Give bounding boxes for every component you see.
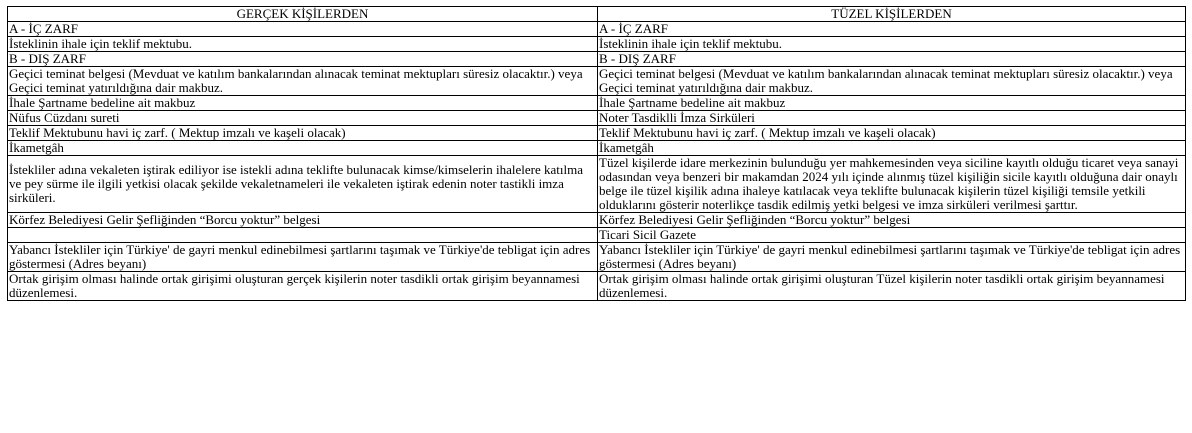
cell-natural: İhale Şartname bedeline ait makbuz [8,96,598,111]
cell-natural: Yabancı İstekliler için Türkiye' de gayri menkul edinebilmesi şartlarını taşımak ve Türkiye'de tebligat için adres göstermesi (Adres beyanı) [8,243,598,272]
cell-natural: İkametgâh [8,141,598,156]
table-row [8,37,1186,52]
cell-natural: A - İÇ ZARF [8,22,598,37]
cell-natural: Geçici teminat belgesi (Mevduat ve katılım bankalarından alınacak teminat mektupları süresiz olacaktır.) veya Geçici teminat yatırıldığına dair makbuz. [8,67,598,96]
cell-legal: Noter Tasdiklli İmza Sirküleri [598,111,1186,126]
cell-natural: Teklif Mektubunu havi iç zarf. ( Mektup imzalı ve kaşeli olacak) [8,126,598,141]
cell-natural: Ortak girişim olması halinde ortak girişimi oluşturan gerçek kişilerin noter tasdikli ortak girişim beyannamesi düzenlemesi. [8,272,598,301]
cell-legal: İsteklinin ihale için teklif mektubu. [598,37,1186,52]
cell-legal: Yabancı İstekliler için Türkiye' de gayri menkul edinebilmesi şartlarını taşımak ve Türkiye'de tebligat için adres göstermesi (Adres beyanı) [598,243,1186,272]
cell-legal: Teklif Mektubunu havi iç zarf. ( Mektup imzalı ve kaşeli olacak) [598,126,1186,141]
requirements-table [7,6,1186,301]
cell-natural: Körfez Belediyesi Gelir Şefliğinden “Borcu yoktur” belgesi [8,213,598,228]
cell-legal: A - İÇ ZARF [598,22,1186,37]
table-row [8,67,1186,96]
table-row [8,96,1186,111]
cell-legal: İhale Şartname bedeline ait makbuz [598,96,1186,111]
table-header-row [8,7,1186,22]
cell-legal: Tüzel kişilerde idare merkezinin bulunduğu yer mahkemesinden veya siciline kayıtlı olduğu ticaret veya sanayi odasından veya benzeri bir makamdan 2024 yılı içinde alınmış tüzel kişiliğin sicile kayıtlı olduğuna dair onaylı belge ile tüzel kişilik adına ihaleye katılacak veya teklifte bulunacak kişilerin tüzel kişiliği temsile yetkili olduklarını gösterir noterlikçe tasdik edilmiş yetki belgesi ve imza sirküleri verilmesi şarttır. [598,156,1186,213]
cell-legal: Ticari Sicil Gazete [598,228,1186,243]
cell-legal: İkametgâh [598,141,1186,156]
table-row [8,126,1186,141]
cell-natural: İstekliler adına vekaleten iştirak ediliyor ise istekli adına teklifte bulunacak kimse/kimselerin ihalelere katılma ve pey sürme ile ilgili yetkisi olacak şekilde vekaletnameleri ile vekaleten iştirak edenin noter tastikli imza sirküleri. [8,156,598,213]
table-row [8,213,1186,228]
cell-natural: Nüfus Cüzdanı sureti [8,111,598,126]
table-row [8,156,1186,213]
table-row [8,52,1186,67]
table-row [8,243,1186,272]
cell-legal: Ortak girişim olması halinde ortak girişimi oluşturan Tüzel kişilerin noter tasdikli ortak girişim beyannamesi düzenlemesi. [598,272,1186,301]
cell-legal: B - DIŞ ZARF [598,52,1186,67]
cell-natural: B - DIŞ ZARF [8,52,598,67]
table-row [8,141,1186,156]
header-natural-persons: GERÇEK KİŞİLERDEN [8,7,598,22]
table-row [8,228,1186,243]
cell-legal: Geçici teminat belgesi (Mevduat ve katılım bankalarından alınacak teminat mektupları süresiz olacaktır.) veya Geçici teminat yatırıldığına dair makbuz. [598,67,1186,96]
table-row [8,22,1186,37]
cell-legal: Körfez Belediyesi Gelir Şefliğinden “Borcu yoktur” belgesi [598,213,1186,228]
cell-natural: İsteklinin ihale için teklif mektubu. [8,37,598,52]
header-legal-entities: TÜZEL KİŞİLERDEN [598,7,1186,22]
cell-natural-empty [8,228,598,243]
table-row [8,272,1186,301]
table-row [8,111,1186,126]
